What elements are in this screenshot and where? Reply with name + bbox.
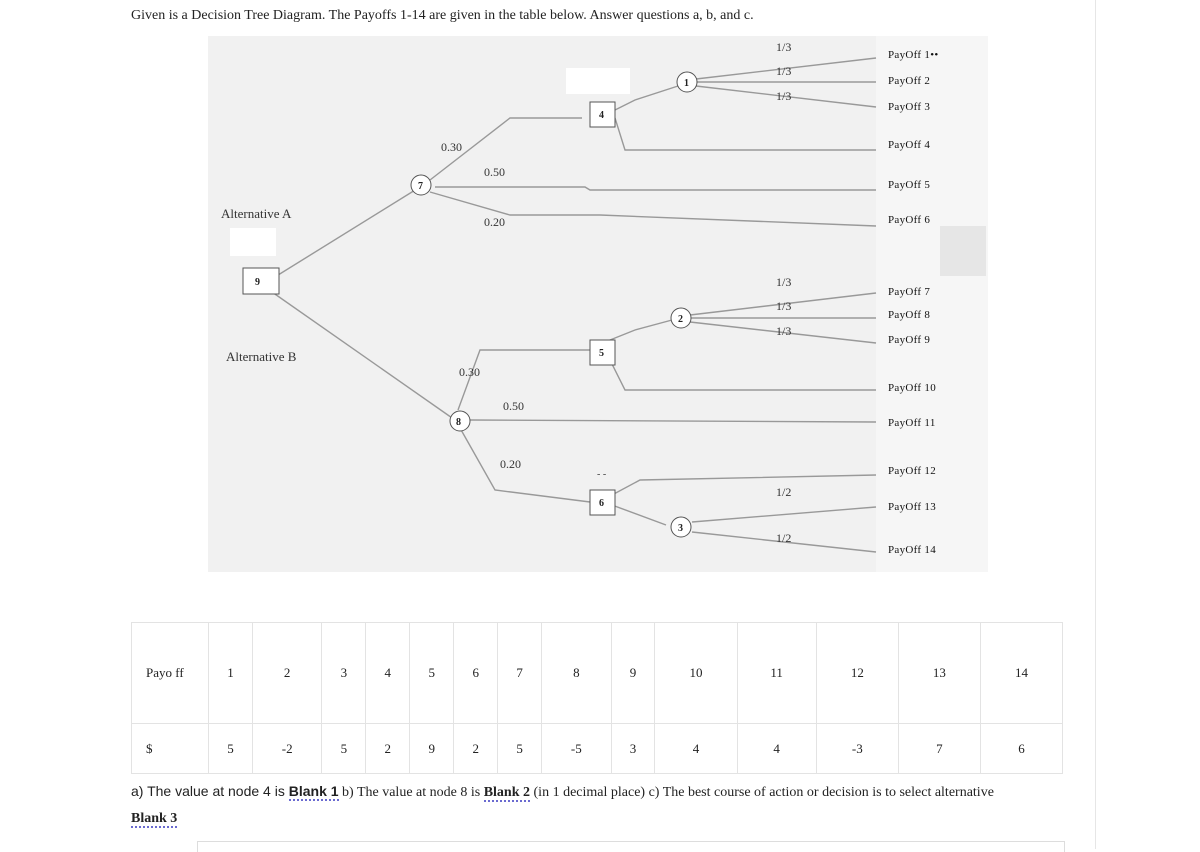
blank-1-field[interactable]: Blank 1: [288, 783, 339, 799]
payoff-label: PayOff 3: [888, 101, 931, 113]
payoff-label: PayOff 11: [888, 417, 936, 429]
svg-text:6: 6: [599, 498, 604, 509]
table-cell: 1: [209, 623, 253, 724]
prob-label: 0.30: [441, 140, 462, 154]
payoff-label: PayOff 5: [888, 179, 931, 191]
svg-text:1: 1: [684, 78, 689, 89]
payoff-label: PayOff 10: [888, 382, 937, 394]
prob-label: 1/3: [776, 299, 792, 313]
prob-label: 0.20: [484, 215, 505, 229]
prob-label: 1/3: [776, 89, 792, 103]
table-cell: 13: [898, 623, 980, 724]
prob-label: 1/2: [776, 485, 792, 499]
payoff-label: PayOff 13: [888, 501, 937, 513]
table-cell: 6: [980, 724, 1062, 774]
table-cell: 4: [737, 724, 816, 774]
prob-label: 0.20: [500, 457, 521, 471]
alternative-a-label: Alternative A: [221, 206, 292, 221]
table-cell: 3: [611, 724, 655, 774]
payoff-label: PayOff 8: [888, 309, 931, 321]
intro-text: Given is a Decision Tree Diagram. The Payoffs 1-14 are given in the table below. Answer questions a, b, and c.: [131, 8, 754, 23]
table-cell: 2: [366, 724, 410, 774]
dash-mark: - -: [597, 469, 607, 480]
payoff-label: PayOff 1••: [888, 49, 939, 61]
decision-node-9: [243, 268, 279, 294]
payoff-label: PayOff 7: [888, 286, 931, 298]
table-cell: 9: [410, 724, 454, 774]
table-cell: 2: [454, 724, 498, 774]
table-cell: 12: [816, 623, 898, 724]
prob-label: 0.50: [484, 165, 505, 179]
table-cell: 11: [737, 623, 816, 724]
chance-node-2: [671, 308, 691, 328]
question-part-a: a) The value at node 4 is: [131, 783, 289, 799]
svg-text:3: 3: [678, 523, 683, 534]
blank-patch: [566, 68, 630, 94]
blank-2-field[interactable]: Blank 2: [483, 785, 531, 800]
payoff-label: PayOff 2: [888, 75, 931, 87]
prob-label: 1/2: [776, 531, 792, 545]
alternative-b-label: Alternative B: [226, 349, 297, 364]
table-cell: 3: [322, 623, 366, 724]
table-header-dollar: $: [132, 724, 209, 774]
table-cell: -5: [542, 724, 611, 774]
prob-label: 0.30: [459, 365, 480, 379]
table-cell: -2: [252, 724, 321, 774]
table-cell: 5: [410, 623, 454, 724]
blank-3-field[interactable]: Blank 3: [131, 811, 178, 826]
svg-text:2: 2: [678, 314, 683, 325]
payoff-label: PayOff 6: [888, 214, 931, 226]
prob-label: 1/3: [776, 40, 792, 54]
table-cell: 7: [498, 623, 542, 724]
chance-node-7: [411, 175, 431, 195]
table-row-payoff-numbers: [132, 623, 1063, 724]
chance-node-8: [450, 411, 470, 431]
payoff-column-background: [876, 36, 988, 572]
svg-text:5: 5: [599, 348, 604, 359]
table-cell: 8: [542, 623, 611, 724]
svg-text:7: 7: [418, 181, 423, 192]
prob-label: 1/3: [776, 275, 792, 289]
table-cell: 5: [498, 724, 542, 774]
table-cell: 10: [655, 623, 737, 724]
payoff-label: PayOff 14: [888, 544, 937, 556]
table-cell: 4: [366, 623, 410, 724]
table-cell: 14: [980, 623, 1062, 724]
svg-text:8: 8: [456, 417, 461, 428]
chance-node-1: [677, 72, 697, 92]
chance-node-3: [671, 517, 691, 537]
prob-label: 1/3: [776, 64, 792, 78]
table-cell: 9: [611, 623, 655, 724]
table-cell: -3: [816, 724, 898, 774]
svg-text:4: 4: [599, 110, 604, 121]
answer-input-box[interactable]: [197, 841, 1065, 852]
prob-label: 0.50: [503, 399, 524, 413]
table-cell: 2: [252, 623, 321, 724]
question-part-c: (in 1 decimal place) c) The best course of action or decision is to select alternative: [530, 785, 994, 800]
prob-label: 1/3: [776, 324, 792, 338]
blank-patch: [940, 226, 986, 276]
payoff-label: PayOff 12: [888, 465, 937, 477]
table-cell: 4: [655, 724, 737, 774]
decision-node-6: [590, 490, 615, 515]
table-header-payoff: Payo ff: [132, 623, 209, 724]
question-part-b: b) The value at node 8 is: [338, 785, 484, 800]
payoff-label: PayOff 4: [888, 139, 931, 151]
table-cell: 5: [322, 724, 366, 774]
table-cell: 6: [454, 623, 498, 724]
payoff-table: [131, 622, 1063, 774]
decision-node-5: [590, 340, 615, 365]
payoff-label: PayOff 9: [888, 334, 931, 346]
table-cell: 7: [898, 724, 980, 774]
question-text: [131, 778, 1031, 832]
blank-patch: [230, 228, 276, 256]
decision-node-4: [590, 102, 615, 127]
svg-text:9: 9: [255, 277, 260, 288]
table-cell: 5: [209, 724, 253, 774]
table-row-payoff-values: [132, 724, 1063, 774]
